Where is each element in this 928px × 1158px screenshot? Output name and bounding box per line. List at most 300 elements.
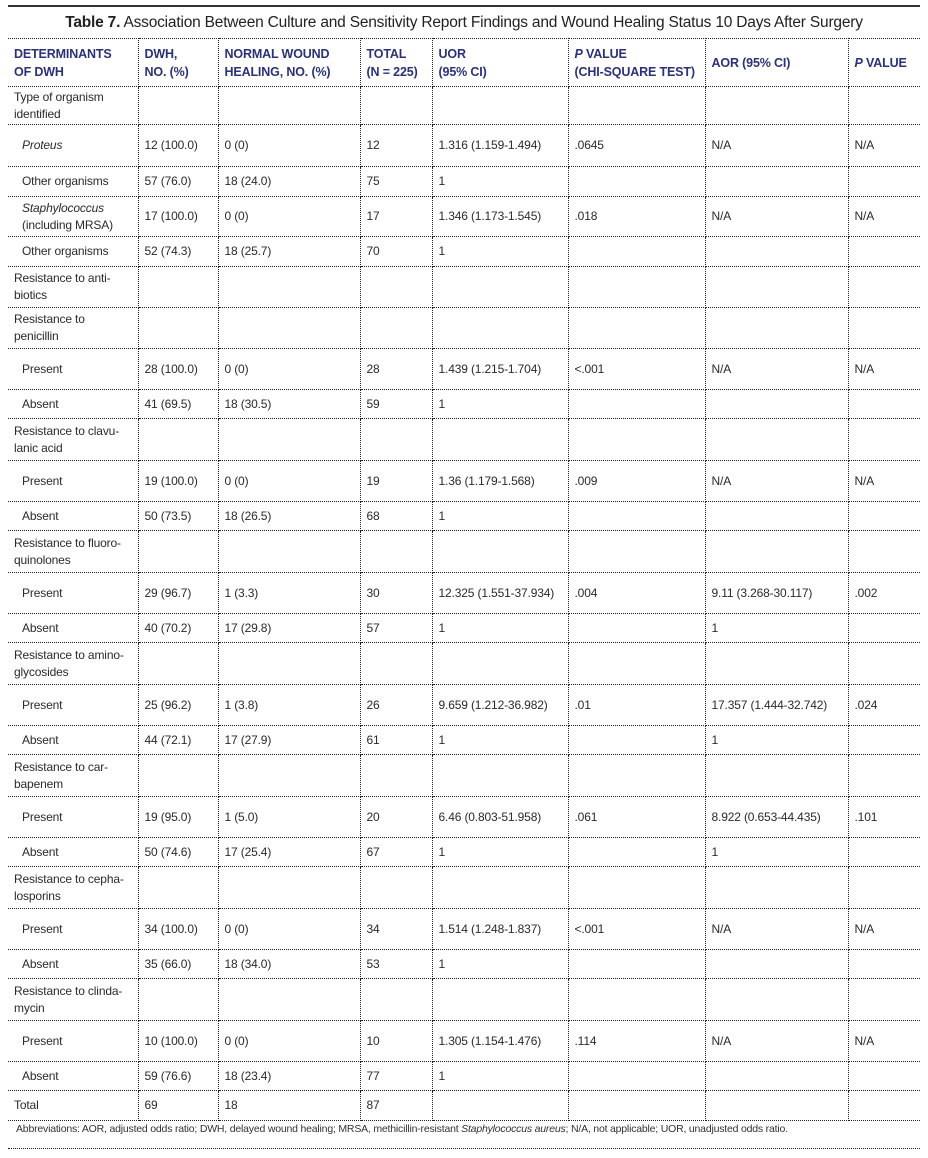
cell-p-value-chi xyxy=(568,838,705,867)
cell-normal-healing: 0 (0) xyxy=(218,349,360,390)
cell-p-value: N/A xyxy=(848,909,920,950)
row-label-text: Resistance to cepha- losporins xyxy=(14,871,124,903)
cell-total xyxy=(360,87,432,125)
cell-normal-healing xyxy=(218,87,360,125)
cell-dwh: 19 (100.0) xyxy=(138,461,218,502)
cell-p-value xyxy=(848,390,920,419)
cell-total: 12 xyxy=(360,125,432,167)
group-row xyxy=(8,979,920,1021)
italic-p: P xyxy=(854,55,863,70)
table-caption: Association Between Culture and Sensitivity Report Findings and Wound Healing Status 10 Days After Surgery xyxy=(123,14,863,31)
header-row xyxy=(8,39,920,87)
column-header-p-value-chi xyxy=(568,39,705,87)
row-label-text: Total xyxy=(14,1098,39,1112)
table-row xyxy=(8,614,920,643)
cell-total: 17 xyxy=(360,197,432,237)
cell-total: 26 xyxy=(360,685,432,726)
row-label xyxy=(8,909,138,950)
cell-total: 70 xyxy=(360,237,432,267)
cell-aor xyxy=(705,950,848,979)
cell-p-value-chi xyxy=(568,1091,705,1121)
cell-total xyxy=(360,755,432,797)
group-row xyxy=(8,1091,920,1121)
header-text: DETERMINANTS OF DWH xyxy=(14,46,112,79)
cell-total: 75 xyxy=(360,167,432,197)
cell-dwh xyxy=(138,755,218,797)
cell-total: 28 xyxy=(360,349,432,390)
cell-normal-healing: 17 (27.9) xyxy=(218,726,360,755)
results-table xyxy=(8,38,920,1121)
cell-normal-healing: 18 (34.0) xyxy=(218,950,360,979)
cell-p-value-chi xyxy=(568,726,705,755)
cell-total: 53 xyxy=(360,950,432,979)
cell-p-value xyxy=(848,867,920,909)
row-label-text: Other organisms xyxy=(22,244,109,258)
row-label-text: Absent xyxy=(22,620,59,635)
cell-dwh: 50 (74.6) xyxy=(138,838,218,867)
cell-p-value-chi xyxy=(568,867,705,909)
cell-uor xyxy=(432,87,568,125)
row-label-text: Other organisms xyxy=(22,174,109,188)
cell-aor xyxy=(705,502,848,531)
cell-p-value-chi xyxy=(568,531,705,573)
cell-normal-healing xyxy=(218,979,360,1021)
group-row xyxy=(8,867,920,909)
row-label-text: Resistance to anti- biotics xyxy=(14,271,111,302)
group-row xyxy=(8,267,920,308)
cell-aor xyxy=(705,87,848,125)
top-rule xyxy=(8,5,920,7)
cell-normal-healing: 18 xyxy=(218,1091,360,1121)
row-label xyxy=(8,308,138,349)
row-label xyxy=(8,197,138,237)
cell-uor xyxy=(432,755,568,797)
cell-total xyxy=(360,979,432,1021)
header-text: UOR (95% CI) xyxy=(438,46,487,79)
cell-normal-healing: 17 (29.8) xyxy=(218,614,360,643)
row-label xyxy=(8,237,138,267)
row-label xyxy=(8,1091,138,1121)
row-label xyxy=(8,685,138,726)
cell-p-value xyxy=(848,726,920,755)
cell-dwh: 10 (100.0) xyxy=(138,1021,218,1062)
cell-aor xyxy=(705,390,848,419)
cell-p-value-chi xyxy=(568,390,705,419)
cell-dwh: 28 (100.0) xyxy=(138,349,218,390)
row-label xyxy=(8,1021,138,1062)
cell-normal-healing: 1 (5.0) xyxy=(218,797,360,838)
cell-aor: N/A xyxy=(705,461,848,502)
column-header-dwh xyxy=(138,39,218,87)
table-row xyxy=(8,390,920,419)
cell-dwh: 35 (66.0) xyxy=(138,950,218,979)
row-label-text: Present xyxy=(22,361,63,376)
cell-uor: 6.46 (0.803-51.958) xyxy=(432,797,568,838)
column-header-normal-healing xyxy=(218,39,360,87)
cell-normal-healing xyxy=(218,531,360,573)
cell-total: 87 xyxy=(360,1091,432,1121)
abbreviations-footnote xyxy=(16,1123,788,1135)
group-row xyxy=(8,531,920,573)
cell-p-value-chi: <.001 xyxy=(568,909,705,950)
row-label xyxy=(8,867,138,909)
cell-total xyxy=(360,531,432,573)
cell-p-value-chi xyxy=(568,755,705,797)
cell-dwh: 29 (96.7) xyxy=(138,573,218,614)
cell-aor xyxy=(705,643,848,685)
cell-p-value xyxy=(848,979,920,1021)
row-label xyxy=(8,531,138,573)
cell-p-value-chi: .114 xyxy=(568,1021,705,1062)
footnote-italic: Staphylococcus aureus xyxy=(461,1123,566,1135)
cell-normal-healing: 0 (0) xyxy=(218,461,360,502)
cell-normal-healing xyxy=(218,308,360,349)
cell-dwh xyxy=(138,531,218,573)
column-header-determinants xyxy=(8,39,138,87)
cell-p-value: N/A xyxy=(848,197,920,237)
cell-total: 77 xyxy=(360,1062,432,1091)
cell-dwh xyxy=(138,643,218,685)
cell-aor: N/A xyxy=(705,909,848,950)
row-label xyxy=(8,349,138,390)
table-row xyxy=(8,125,920,167)
footnote-text-end: ; N/A, not applicable; UOR, unadjusted odds ratio. xyxy=(565,1123,788,1135)
cell-uor: 9.659 (1.212-36.982) xyxy=(432,685,568,726)
cell-aor: N/A xyxy=(705,1021,848,1062)
cell-uor xyxy=(432,308,568,349)
row-label-text: Present xyxy=(22,809,63,824)
cell-p-value xyxy=(848,755,920,797)
table-body xyxy=(8,87,920,1121)
cell-aor: 9.11 (3.268-30.117) xyxy=(705,573,848,614)
cell-dwh: 25 (96.2) xyxy=(138,685,218,726)
group-row xyxy=(8,308,920,349)
cell-aor xyxy=(705,531,848,573)
cell-normal-healing xyxy=(218,643,360,685)
cell-aor: 1 xyxy=(705,726,848,755)
cell-p-value xyxy=(848,419,920,461)
cell-dwh: 50 (73.5) xyxy=(138,502,218,531)
cell-normal-healing xyxy=(218,755,360,797)
group-row xyxy=(8,419,920,461)
cell-normal-healing xyxy=(218,419,360,461)
cell-p-value-chi xyxy=(568,614,705,643)
row-label-text: Resistance to clinda- mycin xyxy=(14,983,123,1015)
bottom-rule xyxy=(8,1148,920,1149)
row-label xyxy=(8,167,138,197)
row-label-text: Present xyxy=(22,585,63,600)
row-label-text: Present xyxy=(22,473,63,488)
cell-dwh: 57 (76.0) xyxy=(138,167,218,197)
italic-p: P xyxy=(574,46,583,61)
table-row xyxy=(8,1062,920,1091)
cell-aor: N/A xyxy=(705,349,848,390)
table-row xyxy=(8,797,920,838)
cell-uor: 1 xyxy=(432,502,568,531)
cell-total xyxy=(360,419,432,461)
row-label-text: Type of organism identified xyxy=(14,89,104,121)
cell-uor: 1.439 (1.215-1.704) xyxy=(432,349,568,390)
cell-p-value xyxy=(848,87,920,125)
cell-uor: 1 xyxy=(432,1062,568,1091)
cell-aor: N/A xyxy=(705,125,848,167)
row-label-text: Resistance to car- bapenem xyxy=(14,759,109,791)
cell-p-value: .002 xyxy=(848,573,920,614)
cell-p-value-chi: .018 xyxy=(568,197,705,237)
cell-dwh: 34 (100.0) xyxy=(138,909,218,950)
cell-dwh xyxy=(138,308,218,349)
row-label xyxy=(8,87,138,125)
cell-normal-healing: 1 (3.3) xyxy=(218,573,360,614)
cell-p-value-chi xyxy=(568,502,705,531)
cell-p-value-chi xyxy=(568,1062,705,1091)
cell-aor xyxy=(705,308,848,349)
row-label xyxy=(8,267,138,308)
cell-p-value xyxy=(848,267,920,308)
cell-aor: 8.922 (0.653-44.435) xyxy=(705,797,848,838)
cell-aor xyxy=(705,237,848,267)
row-label-text: Proteus xyxy=(22,138,63,152)
row-label-text: Absent xyxy=(22,732,59,747)
cell-p-value xyxy=(848,1091,920,1121)
cell-uor: 1 xyxy=(432,390,568,419)
cell-uor xyxy=(432,419,568,461)
table-row xyxy=(8,167,920,197)
cell-p-value xyxy=(848,502,920,531)
cell-p-value-chi xyxy=(568,87,705,125)
table-row xyxy=(8,909,920,950)
row-label xyxy=(8,419,138,461)
cell-p-value-chi: <.001 xyxy=(568,349,705,390)
cell-uor xyxy=(432,267,568,308)
cell-aor xyxy=(705,419,848,461)
cell-dwh: 44 (72.1) xyxy=(138,726,218,755)
cell-total: 30 xyxy=(360,573,432,614)
cell-p-value: N/A xyxy=(848,349,920,390)
column-header-total xyxy=(360,39,432,87)
cell-total xyxy=(360,308,432,349)
cell-normal-healing: 1 (3.8) xyxy=(218,685,360,726)
cell-p-value-chi: .01 xyxy=(568,685,705,726)
cell-uor: 12.325 (1.551-37.934) xyxy=(432,573,568,614)
cell-p-value: .101 xyxy=(848,797,920,838)
cell-dwh xyxy=(138,267,218,308)
row-label xyxy=(8,643,138,685)
cell-total: 57 xyxy=(360,614,432,643)
column-header-aor xyxy=(705,39,848,87)
row-label-text: Present xyxy=(22,1033,63,1048)
row-label-text: Present xyxy=(22,921,63,936)
row-label xyxy=(8,797,138,838)
cell-total: 10 xyxy=(360,1021,432,1062)
cell-p-value-chi: .009 xyxy=(568,461,705,502)
footnote-text: Abbreviations: AOR, adjusted odds ratio; DWH, delayed wound healing; MRSA, methicillin-resistant xyxy=(16,1123,462,1135)
table-row xyxy=(8,502,920,531)
row-label-text: Absent xyxy=(22,396,59,411)
header-text: TOTAL (N = 225) xyxy=(366,46,418,79)
row-label xyxy=(8,614,138,643)
cell-aor: 1 xyxy=(705,838,848,867)
cell-uor: 1.346 (1.173-1.545) xyxy=(432,197,568,237)
cell-p-value-chi xyxy=(568,267,705,308)
cell-p-value-chi: .004 xyxy=(568,573,705,614)
cell-uor xyxy=(432,867,568,909)
row-label-text: Resistance to amino- glycosides xyxy=(14,647,124,679)
cell-total: 68 xyxy=(360,502,432,531)
cell-normal-healing xyxy=(218,867,360,909)
cell-normal-healing: 18 (25.7) xyxy=(218,237,360,267)
cell-normal-healing: 0 (0) xyxy=(218,1021,360,1062)
cell-aor xyxy=(705,979,848,1021)
row-label xyxy=(8,755,138,797)
cell-dwh xyxy=(138,419,218,461)
cell-total: 20 xyxy=(360,797,432,838)
cell-dwh: 40 (70.2) xyxy=(138,614,218,643)
column-header-p-value xyxy=(848,39,920,87)
table-row xyxy=(8,1021,920,1062)
cell-dwh: 59 (76.6) xyxy=(138,1062,218,1091)
header-text: NORMAL WOUND HEALING, NO. (%) xyxy=(224,46,331,79)
cell-aor xyxy=(705,1062,848,1091)
table-row xyxy=(8,237,920,267)
cell-dwh xyxy=(138,87,218,125)
cell-normal-healing: 0 (0) xyxy=(218,197,360,237)
cell-uor xyxy=(432,531,568,573)
cell-aor xyxy=(705,867,848,909)
cell-total: 67 xyxy=(360,838,432,867)
cell-p-value-chi xyxy=(568,979,705,1021)
row-label-text: Present xyxy=(22,697,63,712)
cell-p-value xyxy=(848,531,920,573)
cell-uor xyxy=(432,979,568,1021)
row-label xyxy=(8,1062,138,1091)
cell-normal-healing: 17 (25.4) xyxy=(218,838,360,867)
cell-total xyxy=(360,643,432,685)
cell-p-value: N/A xyxy=(848,1021,920,1062)
row-label-sub: (including MRSA) xyxy=(22,217,113,232)
cell-aor: N/A xyxy=(705,197,848,237)
cell-p-value xyxy=(848,308,920,349)
cell-dwh: 41 (69.5) xyxy=(138,390,218,419)
table-row xyxy=(8,461,920,502)
row-label xyxy=(8,950,138,979)
row-label xyxy=(8,573,138,614)
table-row xyxy=(8,726,920,755)
table-row xyxy=(8,685,920,726)
row-label xyxy=(8,979,138,1021)
cell-p-value: N/A xyxy=(848,461,920,502)
row-label xyxy=(8,125,138,167)
cell-uor: 1 xyxy=(432,950,568,979)
cell-p-value-chi xyxy=(568,419,705,461)
cell-dwh xyxy=(138,867,218,909)
cell-p-value xyxy=(848,614,920,643)
row-label xyxy=(8,838,138,867)
cell-uor: 1 xyxy=(432,726,568,755)
row-label xyxy=(8,726,138,755)
row-label-text: Absent xyxy=(22,956,59,971)
header-text: DWH, NO. (%) xyxy=(144,46,189,79)
cell-total: 34 xyxy=(360,909,432,950)
cell-p-value: .024 xyxy=(848,685,920,726)
cell-p-value xyxy=(848,643,920,685)
table-row xyxy=(8,197,920,237)
cell-dwh xyxy=(138,979,218,1021)
header-text: VALUE (CHI-SQUARE TEST) xyxy=(574,46,695,79)
cell-dwh: 52 (74.3) xyxy=(138,237,218,267)
cell-uor: 1 xyxy=(432,237,568,267)
header-text: AOR (95% CI) xyxy=(711,55,791,70)
cell-uor: 1.36 (1.179-1.568) xyxy=(432,461,568,502)
cell-p-value-chi xyxy=(568,643,705,685)
group-row xyxy=(8,87,920,125)
cell-uor: 1.514 (1.248-1.837) xyxy=(432,909,568,950)
group-row xyxy=(8,755,920,797)
cell-uor: 1 xyxy=(432,614,568,643)
cell-normal-healing xyxy=(218,267,360,308)
cell-normal-healing: 18 (26.5) xyxy=(218,502,360,531)
row-label xyxy=(8,461,138,502)
cell-total xyxy=(360,267,432,308)
table-row xyxy=(8,950,920,979)
cell-normal-healing: 18 (24.0) xyxy=(218,167,360,197)
cell-dwh: 12 (100.0) xyxy=(138,125,218,167)
cell-p-value-chi xyxy=(568,237,705,267)
cell-aor: 1 xyxy=(705,614,848,643)
cell-p-value-chi: .061 xyxy=(568,797,705,838)
row-label-text: Resistance to clavu- lanic acid xyxy=(14,423,120,455)
cell-p-value xyxy=(848,237,920,267)
table-number: Table 7. xyxy=(65,14,121,31)
cell-p-value-chi: .0645 xyxy=(568,125,705,167)
cell-uor: 1 xyxy=(432,838,568,867)
table-title xyxy=(0,14,928,32)
row-label-text: Absent xyxy=(22,844,59,859)
header-text: VALUE xyxy=(862,55,907,70)
cell-normal-healing: 18 (30.5) xyxy=(218,390,360,419)
cell-total: 19 xyxy=(360,461,432,502)
cell-uor: 1.305 (1.154-1.476) xyxy=(432,1021,568,1062)
table-row xyxy=(8,349,920,390)
cell-p-value-chi xyxy=(568,308,705,349)
cell-aor xyxy=(705,755,848,797)
group-row xyxy=(8,643,920,685)
cell-dwh: 19 (95.0) xyxy=(138,797,218,838)
row-label-text: Staphylococcus xyxy=(22,200,104,215)
cell-uor xyxy=(432,643,568,685)
cell-p-value-chi xyxy=(568,950,705,979)
cell-normal-healing: 0 (0) xyxy=(218,909,360,950)
table-row xyxy=(8,838,920,867)
table-row xyxy=(8,573,920,614)
row-label xyxy=(8,502,138,531)
cell-p-value xyxy=(848,950,920,979)
cell-uor xyxy=(432,1091,568,1121)
cell-normal-healing: 18 (23.4) xyxy=(218,1062,360,1091)
cell-uor: 1.316 (1.159-1.494) xyxy=(432,125,568,167)
column-header-uor xyxy=(432,39,568,87)
cell-total: 61 xyxy=(360,726,432,755)
cell-dwh: 17 (100.0) xyxy=(138,197,218,237)
row-label-text: Resistance to penicillin xyxy=(14,312,85,343)
cell-p-value xyxy=(848,1062,920,1091)
cell-aor xyxy=(705,167,848,197)
cell-p-value-chi xyxy=(568,167,705,197)
row-label-text: Absent xyxy=(22,1068,59,1083)
cell-p-value xyxy=(848,838,920,867)
cell-uor: 1 xyxy=(432,167,568,197)
cell-aor: 17.357 (1.444-32.742) xyxy=(705,685,848,726)
